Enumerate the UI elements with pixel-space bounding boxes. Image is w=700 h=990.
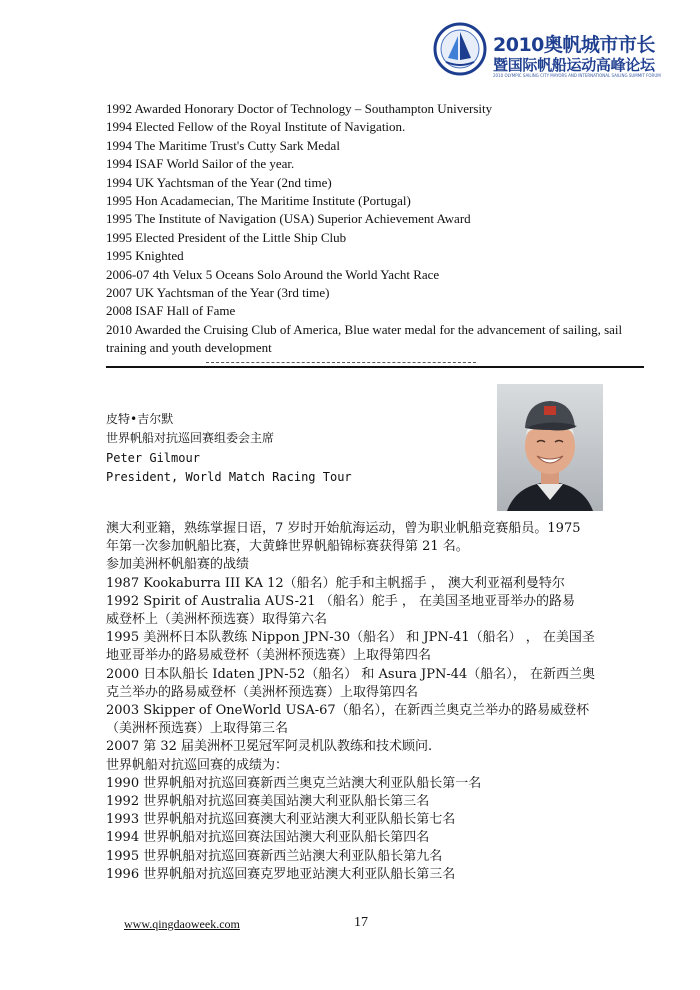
- body-line: 1994 世界帆船对抗巡回赛法国站澳大利亚队船长第四名: [106, 830, 430, 846]
- body-line: 1992 Spirit of Australia AUS-21 （船名）舵手 ， 在美国圣地亚哥举办的路易: [106, 593, 575, 609]
- forum-emblem-icon: [433, 22, 487, 76]
- body-line: 1992 世界帆船对抗巡回赛美国站澳大利亚队船长第三名: [106, 794, 430, 810]
- achievement-item: 1994 The Maritime Trust's Cutty Sark Medal: [106, 137, 340, 153]
- profile-title-cn: 世界帆船对抗巡回赛组委会主席: [106, 431, 275, 446]
- body-line: 1987 Kookaburra III KA 12（船名）舵手和主帆摇手 ， 澳大利亚福利曼特尔: [106, 575, 565, 591]
- footer-website-link[interactable]: www.qingdaoweek.com: [124, 917, 240, 931]
- body-line: 1996 世界帆船对抗巡回赛克罗地亚站澳大利亚队船长第三名: [106, 866, 456, 882]
- body-line: 2000 日本队船长 Idaten JPN-52（船名） 和 Asura JPN-44（船名）， 在新西兰奥: [106, 666, 595, 682]
- body-line: 世界帆船对抗巡回赛的成绩为：: [106, 757, 289, 773]
- page-number: 17: [354, 915, 368, 930]
- profile-name-cn: 皮特•吉尔默: [106, 412, 174, 426]
- biography-body: [106, 520, 616, 884]
- body-line: 1995 世界帆船对抗巡回赛新西兰站澳大利亚队船长第九名: [106, 848, 443, 864]
- body-line: （美洲杯预选赛）上取得第三名: [106, 721, 289, 737]
- achievement-item: 1992 Awarded Honorary Doctor of Technology – Southampton University: [106, 101, 493, 116]
- body-line: 2007 第 32 届美洲杯卫冕冠军阿灵机队教练和技术顾问.: [106, 739, 433, 755]
- body-line: 1993 世界帆船对抗巡回赛澳大利亚站澳大利亚队船长第七名: [106, 812, 456, 828]
- body-line: 参加美洲杯帆船赛的战绩: [106, 557, 250, 573]
- achievement-item: 1995 Knighted: [106, 248, 184, 264]
- achievement-item: 1995 Elected President of the Little Ship Club: [106, 229, 347, 245]
- header-logo: [433, 22, 683, 84]
- portrait-illustration: [497, 384, 603, 511]
- achievement-item: 1995 The Institute of Navigation (USA) Superior Achievement Award: [106, 211, 471, 227]
- body-line: 澳大利亚籍，熟练掌握日语，7 岁时开始航海运动，曾为职业帆船竞赛船员。1975: [106, 521, 581, 536]
- body-line: 2003 Skipper of OneWorld USA-67（船名），在新西兰奥克兰举办的路易威登杯: [106, 703, 590, 719]
- logo-subtitle: 暨国际帆船运动高峰论坛: [493, 56, 655, 74]
- achievement-item: 2006-07 4th Velux 5 Oceans Solo Around the World Yacht Race: [106, 266, 440, 282]
- body-line: 威登杯上（美洲杯预选赛）取得第六名: [106, 612, 328, 628]
- achievement-item: 1994 UK Yachtsman of the Year (2nd time): [106, 174, 332, 190]
- achievement-item: 2007 UK Yachtsman of the Year (3rd time): [106, 285, 330, 301]
- achievement-item: 1994 ISAF World Sailor of the year.: [106, 156, 295, 172]
- achievement-item: 2008 ISAF Hall of Fame: [106, 303, 236, 319]
- body-line: 地亚哥举办的路易威登杯（美洲杯预选赛）上取得第四名: [106, 648, 432, 664]
- achievement-item: 1995 Hon Acadamecian, The Maritime Institute (Portugal): [106, 193, 411, 209]
- profile-title-en: President, World Match Racing Tour: [106, 469, 352, 484]
- profile-name-en: Peter Gilmour: [106, 450, 200, 465]
- body-line: 克兰举办的路易威登杯（美洲杯预选赛）上取得第四名: [106, 684, 419, 700]
- logo-title: 2010奥帆城市市长: [493, 34, 655, 56]
- body-line: 年第一次参加帆船比赛，大黄蜂世界帆船锦标赛获得第 21 名。: [106, 539, 469, 555]
- achievement-item: 1994 Elected Fellow of the Royal Institute of Navigation.: [106, 119, 406, 135]
- portrait-photo: [497, 384, 603, 511]
- section-divider-dashed: [206, 362, 476, 363]
- section-divider: [106, 366, 644, 368]
- logo-tagline: 2010 OLYMPIC SAILING CITY MAYORS AND INTERNATIONAL SAILING SUMMIT FORUM: [493, 73, 661, 78]
- achievement-item: 2010 Awarded the Cruising Club of America, Blue water medal for the advancement of sailing, sail training and youth development: [106, 321, 623, 356]
- profile-block: [106, 410, 352, 487]
- body-line: 1995 美洲杯日本队教练 Nippon JPN-30（船名） 和 JPN-41（船名） ， 在美国圣: [106, 630, 595, 646]
- body-line: 1990 世界帆船对抗巡回赛新西兰奥克兰站澳大利亚队船长第一名: [106, 775, 482, 791]
- achievements-list: [106, 100, 626, 358]
